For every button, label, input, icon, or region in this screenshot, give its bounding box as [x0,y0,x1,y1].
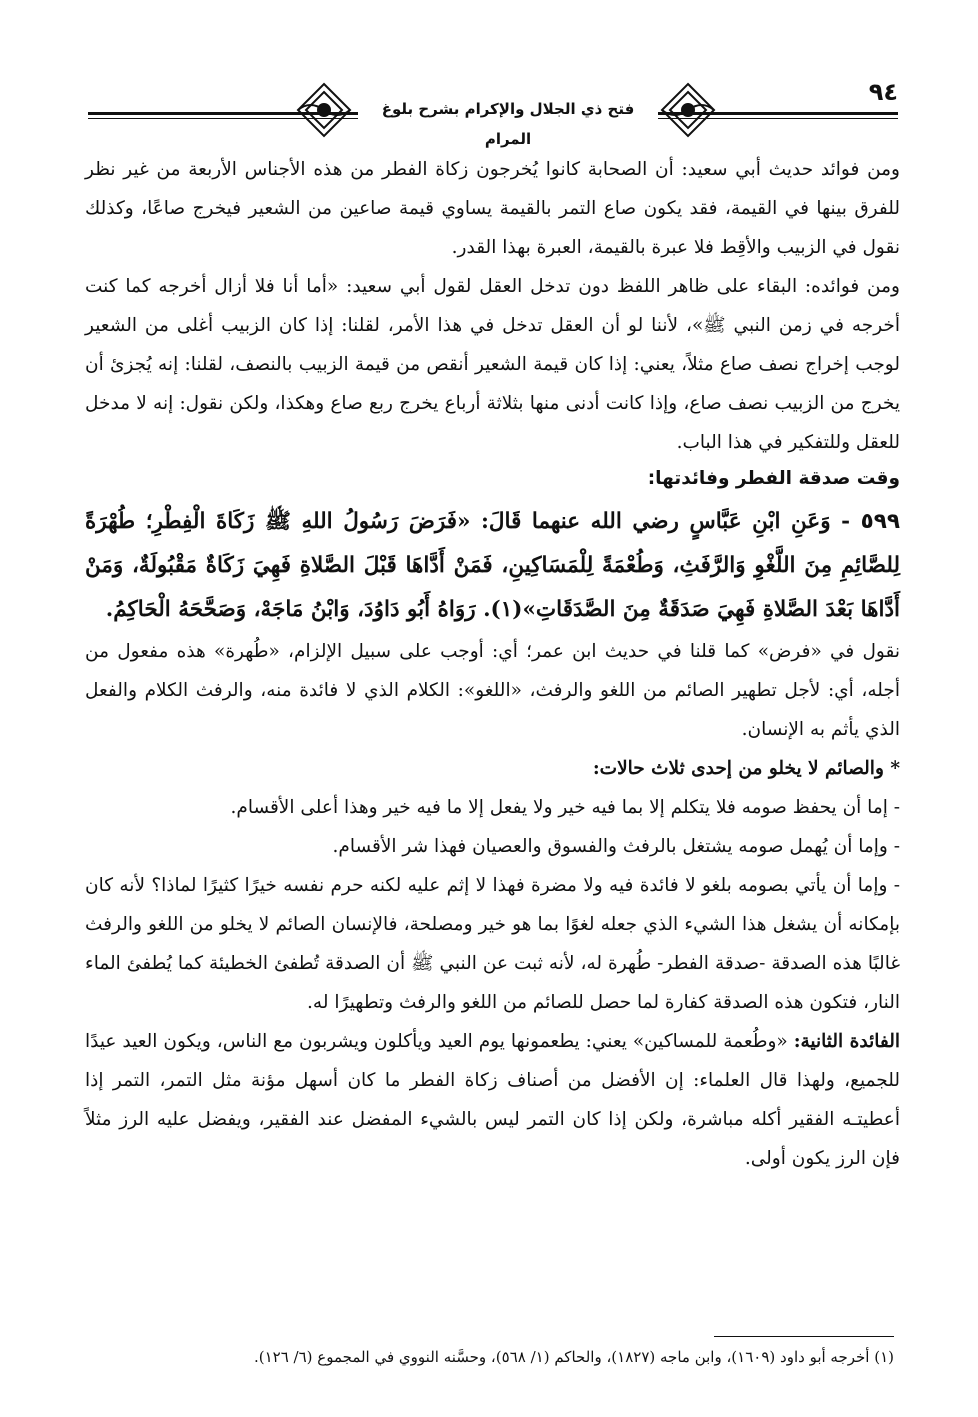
hadith-599 [85,500,900,632]
paragraph-3: نقول في «فرض» كما قلنا في حديث ابن عمر؛ أي: أوجب على سبيل الإلزام، «طُهرة» هذه مفعول من أجله، أي: لأجل تطهير الصائم من اللغو والرفث، «اللغو»: الكلام الذي لا فائدة منه، والرفث الكلام والفعل الذي يأثم به الإنسان. [85,641,900,740]
states-heading: * والصائم لا يخلو من إحدى ثلاث حالات: [592,758,900,779]
ornament-left-icon [294,80,354,140]
state-3: - وإما أن يأتي بصومه بلغو لا فائدة فيه ولا مضرة فهذا لا إثم عليه لكنه حرم نفسه خيرًا كثيرًا لماذا؟ لأنه كان بإمكانه أن يشغل هذا الشيء الذي جعله لغوًا بما هو خير ومصلحة، فالإنسان الصائم لا يخلو من اللغو والرفث غالبًا هذه الصدقة -صدقة الفطر- طُهرة له، لأنه ثبت عن النبي ﷺ أن الصدقة تُطفئ الخطيئة كما يُطفئ الماء النار، فتكون هذه الصدقة كفارة لما حصل للصائم من اللغو والرفث وتطهيرًا له. [85,875,900,1013]
paragraph-4-label: الفائدة الثانية: [793,1031,900,1052]
paragraph-4 [85,1022,900,1178]
state-2: - وإما أن يُهمل صومه يشتغل بالرفث والفسوق والعصيان فهذا شر الأقسام. [332,836,900,857]
page-body [85,150,900,1178]
ornament-right-icon [658,80,718,140]
paragraph-2: ومن فوائده: البقاء على ظاهر اللفظ دون تدخل العقل لقول أبي سعيد: «أما أنا فلا أزال أخرجه كما كنت أخرجه في زمن النبي ﷺ»، لأننا لو أن العقل تدخل في هذا الأمر، لقلنا: إذا كان الزبيب أغلى من الشعير لوجب إخراج نصف صاع مثلاً، يعني: إذا كان قيمة الشعير أنقص من قيمة الزبيب بالنصف، لقلنا: إنه يُجزئ أن يخرج من الزبيب نصف صاع، وإذا كانت أدنى منها بثلاثة أرباع يخرج ربع صاع وهكذا، ولكن نقول: إنه لا مدخل للعقل وللتفكير في هذا الباب. [85,276,900,453]
paragraph-1: ومن فوائد حديث أبي سعيد: أن الصحابة كانوا يُخرجون زكاة الفطر من هذه الأجناس الأربعة من غير نظر للفرق بينها في القيمة، فقد يكون صاع التمر بالقيمة يساوي قيمة صاعين من الشعير فيخرج صاعًا، وكذلك نقول في الزبيب والأقِط فلا عبرة بالقيمة، العبرة بهذا القدر. [85,159,900,258]
paragraph-4-text: «وطُعمة للمساكين» يعني: يطعمونها يوم العيد ويأكلون ويشربون مع الناس، ويكون العيد عيدًا للجميع، ولهذا قال العلماء: إن الأفضل من أصناف زكاة الفطر ما كان أسهل مؤنة مثل التمر، التمر إذا أعطيتـه الفقير أكله مباشرة، ولكن إذا كان التمر ليس بالشيء المفضل عند الفقير، ويفضل عليه الرز مثلاً فإن الرز يكون أولى. [85,1031,900,1169]
page-number: ٩٤ [868,78,898,106]
footnote-1: (١) أخرجه أبو داود (١٦٠٩)، وابن ماجه (١٨٢٧)، والحاكم (١/ ٥٦٨)، وحسَّنه النووي في المجموع (٦/ ١٢٦). [253,1348,894,1366]
running-header [88,70,898,148]
book-title: فتح ذي الجلال والإكرام بشرح بلوغ المرام [358,94,658,124]
section-heading: وقت صدقة الفطر وفائدتها: [647,468,900,489]
hadith-number: ٥٩٩ [860,509,900,534]
hadith-text: - وَعَنِ ابْنِ عَبَّاسٍ رضي الله عنهما قَالَ: «فَرَضَ رَسُولُ اللهِ ﷺ زَكَاةَ الْفِطْرِ؛ طُهْرَةً لِلصَّائِمِ مِنَ اللَّغْوِ وَالرَّفَثِ، وَطُعْمَةً لِلْمَسَاكِينِ، فَمَنْ أَدَّاهَا قَبْلَ الصَّلاةِ فَهِيَ زَكَاةٌ مَقْبُولَةٌ، وَمَنْ أَدَّاهَا بَعْدَ الصَّلاةِ فَهِيَ صَدَقَةٌ مِنَ الصَّدَقَاتِ»(١). رَوَاهُ أَبُو دَاوُدَ، وَابْنُ مَاجَهْ، وَصَحَّحَهُ الْحَاكِمُ. [85,509,900,622]
footnote-rule [714,1336,894,1337]
state-1: - إما أن يحفظ صومه فلا يتكلم إلا بما فيه خير ولا يفعل إلا ما فيه خير وهذا أعلى الأقسام. [230,797,900,818]
